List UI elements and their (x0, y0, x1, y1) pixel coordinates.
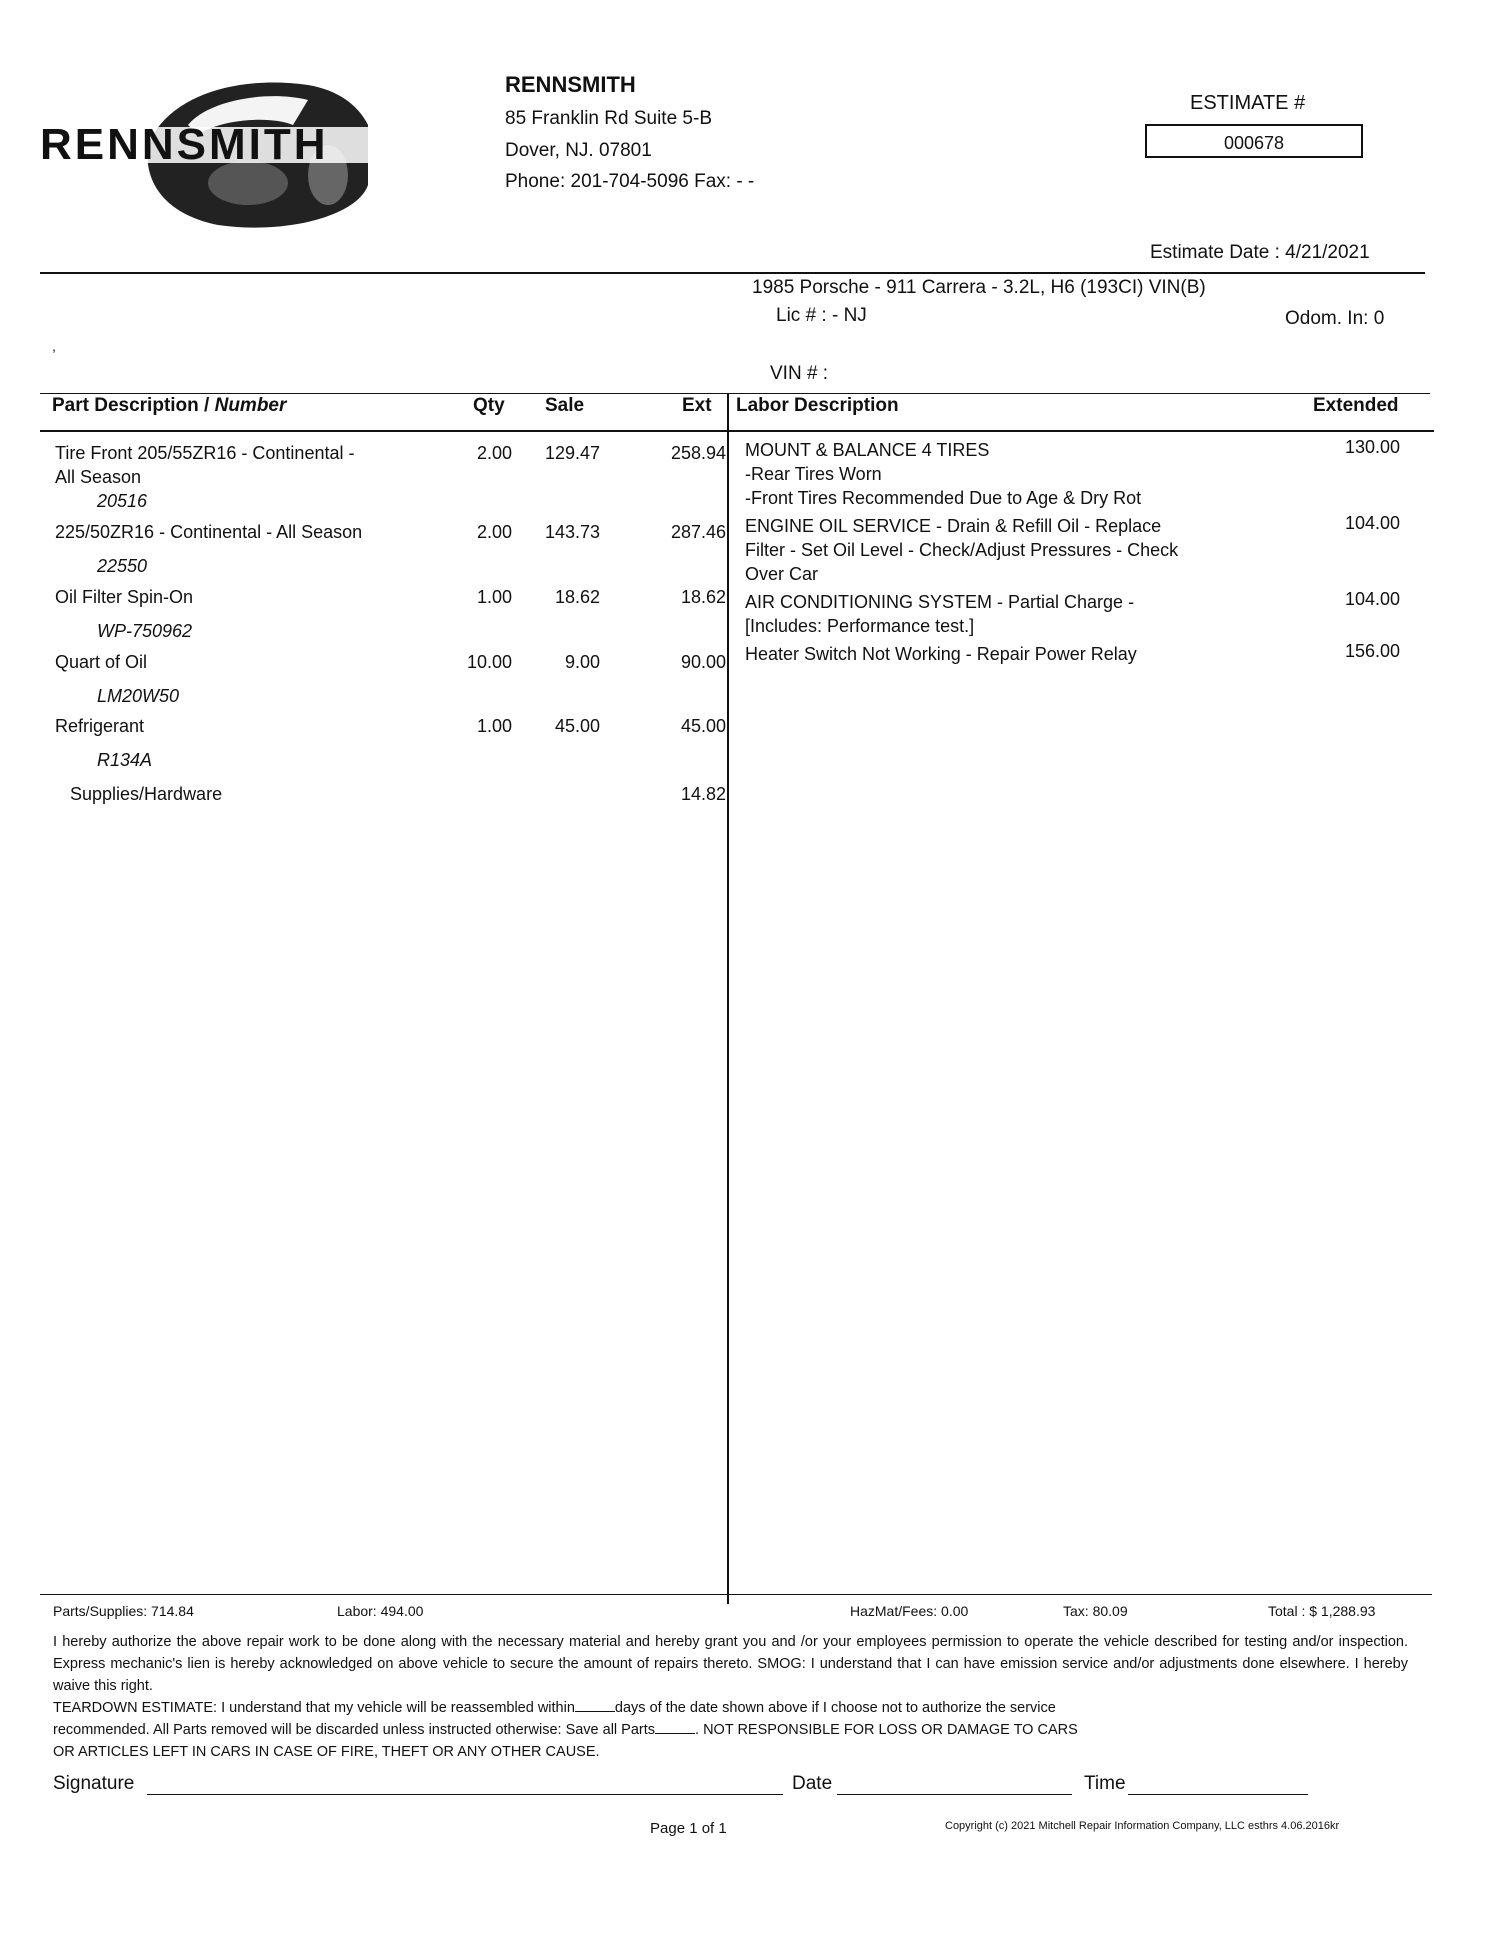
vin-label: VIN # : (770, 363, 829, 384)
labor-line: -Front Tires Recommended Due to Age & Dry Rot (745, 488, 1142, 508)
signature-label: Signature (53, 1773, 135, 1794)
part-number: 22550 (97, 556, 148, 576)
labor-line: [Includes: Performance test.] (745, 616, 975, 636)
qty-header: Qty (473, 395, 505, 416)
copyright: Copyright (c) 2021 Mitchell Repair Information Company, LLC esthrs 4.06.2016kr (945, 1820, 1340, 1832)
part-ext: 18.62 (680, 587, 726, 607)
svg-text:RENNSMITH: RENNSMITH (40, 120, 329, 169)
extended-header: Extended (1313, 395, 1399, 416)
part-description: Oil Filter Spin-On (55, 587, 194, 607)
recommended-text: recommended. All Parts removed will be discarded unless instructed otherwise: Save all Parts . NOT RESPONSIBLE FOR LOSS OR DAMAGE TO CARS (53, 1722, 1078, 1738)
labor-amount: 104.00 (1344, 589, 1400, 609)
labor-amount: 130.00 (1344, 437, 1400, 457)
supplies-label: Supplies/Hardware (70, 784, 223, 804)
labor-line: Over Car (745, 564, 819, 584)
header-underline (40, 430, 1434, 432)
part-qty: 1.00 (476, 716, 512, 736)
page-number: Page 1 of 1 (650, 1820, 727, 1837)
tax-total: Tax: 80.09 (1063, 1603, 1128, 1619)
vehicle-description: 1985 Porsche - 911 Carrera - 3.2L, H6 (193CI) VIN(B) (752, 277, 1206, 298)
part-qty: 10.00 (466, 652, 512, 672)
signature-line[interactable] (147, 1794, 783, 1795)
labor-amount: 104.00 (1344, 513, 1400, 533)
authorization-text: I hereby authorize the above repair work to be done along with the necessary material and hereby grant you and /or your employees permission to operate the vehicle described for testing and/or inspection. Express mechanic's lien is hereby acknowledged on above vehicle to secure the amount of repairs thereto. SMOG: I understand that I can have emission service and/or adjustments done elsewhere. I hereby waive this right. (53, 1634, 1408, 1694)
part-number: 20516 (97, 491, 148, 511)
part-sale: 143.73 (544, 522, 600, 542)
hazmat-fees: HazMat/Fees: 0.00 (850, 1603, 969, 1619)
license-plate: Lic # : - NJ (776, 305, 867, 326)
part-description-cont: All Season (55, 467, 142, 487)
part-ext: 45.00 (680, 716, 726, 736)
part-number: WP-750962 (97, 621, 193, 641)
part-sale: 45.00 (554, 716, 600, 736)
shop-phone: Phone: 201-704-5096 Fax: - - (505, 171, 755, 192)
grand-total: Total : $ 1,288.93 (1268, 1603, 1376, 1619)
table-bottom-rule (40, 1594, 1432, 1595)
part-ext: 287.46 (670, 522, 726, 542)
part-qty: 1.00 (476, 587, 512, 607)
date-line[interactable] (837, 1794, 1072, 1795)
part-description: Refrigerant (55, 716, 145, 736)
parts-supplies-total: Parts/Supplies: 714.84 (53, 1603, 194, 1619)
estimate-number: 000678 (1145, 124, 1363, 158)
odometer-in: Odom. In: 0 (1285, 308, 1385, 329)
labor-line: ENGINE OIL SERVICE - Drain & Refill Oil - Replace (745, 516, 1162, 536)
teardown-text: TEARDOWN ESTIMATE: I understand that my vehicle will be reassembled within days of the date shown above if I choose not to authorize the service (53, 1700, 1056, 1716)
labor-total: Labor: 494.00 (337, 1603, 424, 1619)
shop-address-line1: 85 Franklin Rd Suite 5-B (505, 108, 712, 129)
shop-address-line2: Dover, NJ. 07801 (505, 140, 652, 161)
labor-line: Filter - Set Oil Level - Check/Adjust Pressures - Check (745, 540, 1179, 560)
part-ext: 258.94 (670, 443, 726, 463)
labor-amount: 156.00 (1344, 641, 1400, 661)
part-description: 225/50ZR16 - Continental - All Season (55, 522, 363, 542)
table-divider (727, 394, 729, 1604)
table-top-rule (40, 393, 1430, 394)
ext-header: Ext (682, 395, 712, 416)
stray-mark: , (52, 338, 56, 354)
part-qty: 2.00 (476, 522, 512, 542)
part-description-header: Part Description / Number (52, 395, 287, 416)
part-description: Tire Front 205/55ZR16 - Continental - (55, 443, 355, 463)
part-number: LM20W50 (97, 686, 180, 706)
estimate-date: Estimate Date : 4/21/2021 (1150, 242, 1370, 263)
liability-text: OR ARTICLES LEFT IN CARS IN CASE OF FIRE, THEFT OR ANY OTHER CAUSE. (53, 1744, 600, 1760)
date-label: Date (792, 1773, 833, 1794)
part-sale: 9.00 (564, 652, 600, 672)
part-ext: 90.00 (680, 652, 726, 672)
part-description: Quart of Oil (55, 652, 148, 672)
labor-line: MOUNT & BALANCE 4 TIRES (745, 440, 990, 460)
labor-description-header: Labor Description (736, 395, 899, 416)
part-qty: 2.00 (476, 443, 512, 463)
time-line[interactable] (1128, 1794, 1308, 1795)
company-logo (38, 65, 490, 235)
part-sale: 18.62 (554, 587, 600, 607)
estimate-label: ESTIMATE # (1190, 92, 1306, 114)
labor-line: Heater Switch Not Working - Repair Power Relay (745, 644, 1137, 664)
time-label: Time (1084, 1773, 1126, 1794)
part-number: R134A (97, 750, 153, 770)
labor-line: AIR CONDITIONING SYSTEM - Partial Charge - (745, 592, 1135, 612)
shop-name: RENNSMITH (505, 72, 636, 97)
sale-header: Sale (545, 395, 585, 416)
labor-line: -Rear Tires Worn (745, 464, 882, 484)
part-sale: 129.47 (544, 443, 600, 463)
header-divider (40, 272, 1425, 274)
supplies-ext: 14.82 (680, 784, 726, 804)
